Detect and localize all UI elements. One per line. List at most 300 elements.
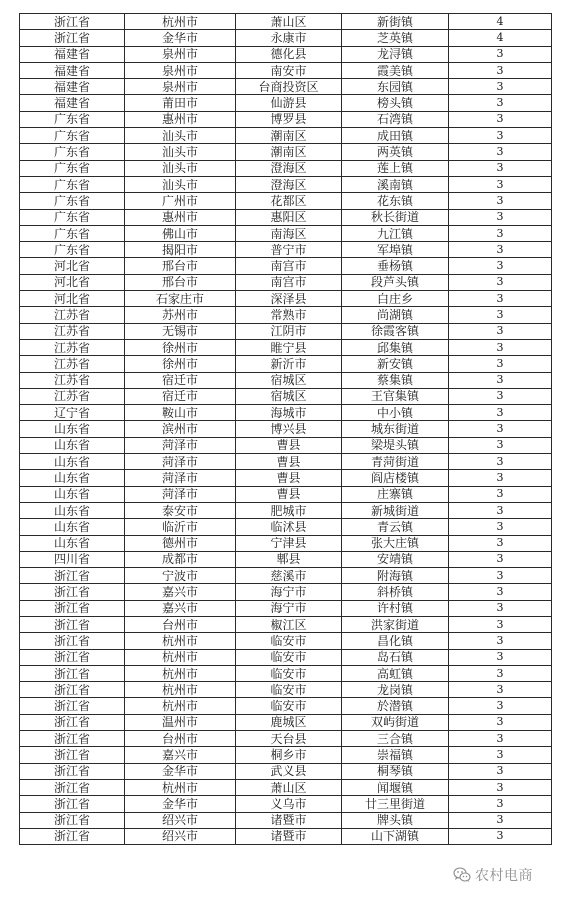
table-row xyxy=(20,600,552,616)
district-cell: 海宁市 xyxy=(236,600,342,616)
city-cell: 揭阳市 xyxy=(125,242,236,258)
district-cell: 海城市 xyxy=(236,405,342,421)
province-cell: 福建省 xyxy=(20,62,125,78)
count-cell: 3 xyxy=(449,763,552,779)
town-cell: 花东镇 xyxy=(342,193,449,209)
town-cell: 新城街道 xyxy=(342,502,449,518)
town-table xyxy=(19,13,552,845)
city-cell: 广州市 xyxy=(125,193,236,209)
city-cell: 佛山市 xyxy=(125,225,236,241)
count-cell: 3 xyxy=(449,682,552,698)
town-cell: 廿三里街道 xyxy=(342,796,449,812)
table-row xyxy=(20,616,552,632)
count-cell: 3 xyxy=(449,176,552,192)
province-cell: 江苏省 xyxy=(20,323,125,339)
province-cell: 山东省 xyxy=(20,502,125,518)
table-row xyxy=(20,502,552,518)
count-cell: 3 xyxy=(449,502,552,518)
table-row xyxy=(20,209,552,225)
district-cell: 潮南区 xyxy=(236,144,342,160)
table-row xyxy=(20,633,552,649)
count-cell: 3 xyxy=(449,568,552,584)
count-cell: 3 xyxy=(449,258,552,274)
table-row xyxy=(20,421,552,437)
count-cell: 3 xyxy=(449,339,552,355)
city-cell: 宿迁市 xyxy=(125,388,236,404)
province-cell: 山东省 xyxy=(20,454,125,470)
table-row xyxy=(20,747,552,763)
province-cell: 江苏省 xyxy=(20,307,125,323)
count-cell: 3 xyxy=(449,111,552,127)
count-cell: 3 xyxy=(449,519,552,535)
town-cell: 莲上镇 xyxy=(342,160,449,176)
province-cell: 河北省 xyxy=(20,291,125,307)
district-cell: 潮南区 xyxy=(236,128,342,144)
town-cell: 王官集镇 xyxy=(342,388,449,404)
table-row xyxy=(20,291,552,307)
province-cell: 山东省 xyxy=(20,486,125,502)
count-cell: 3 xyxy=(449,616,552,632)
table-row xyxy=(20,682,552,698)
table-row xyxy=(20,535,552,551)
table-row xyxy=(20,698,552,714)
province-cell: 浙江省 xyxy=(20,812,125,828)
town-cell: 军埠镇 xyxy=(342,242,449,258)
district-cell: 永康市 xyxy=(236,30,342,46)
city-cell: 成都市 xyxy=(125,551,236,567)
town-cell: 许村镇 xyxy=(342,600,449,616)
province-cell: 山东省 xyxy=(20,519,125,535)
town-cell: 龙浔镇 xyxy=(342,46,449,62)
district-cell: 宁津县 xyxy=(236,535,342,551)
city-cell: 汕头市 xyxy=(125,176,236,192)
count-cell: 3 xyxy=(449,372,552,388)
city-cell: 金华市 xyxy=(125,796,236,812)
count-cell: 3 xyxy=(449,388,552,404)
district-cell: 南海区 xyxy=(236,225,342,241)
wechat-icon xyxy=(453,867,471,883)
province-cell: 辽宁省 xyxy=(20,405,125,421)
count-cell: 3 xyxy=(449,796,552,812)
province-cell: 浙江省 xyxy=(20,14,125,30)
count-cell: 3 xyxy=(449,95,552,111)
table-row xyxy=(20,176,552,192)
town-cell: 龙岗镇 xyxy=(342,682,449,698)
district-cell: 南宫市 xyxy=(236,258,342,274)
town-cell: 榜头镇 xyxy=(342,95,449,111)
district-cell: 临安市 xyxy=(236,698,342,714)
town-cell: 崇福镇 xyxy=(342,747,449,763)
count-cell: 3 xyxy=(449,470,552,486)
table-row xyxy=(20,828,552,844)
table-row xyxy=(20,551,552,567)
district-cell: 南安市 xyxy=(236,62,342,78)
count-cell: 3 xyxy=(449,665,552,681)
table-row xyxy=(20,144,552,160)
district-cell: 萧山区 xyxy=(236,14,342,30)
count-cell: 3 xyxy=(449,747,552,763)
city-cell: 金华市 xyxy=(125,763,236,779)
count-cell: 3 xyxy=(449,62,552,78)
count-cell: 3 xyxy=(449,46,552,62)
province-cell: 河北省 xyxy=(20,258,125,274)
table-row xyxy=(20,665,552,681)
district-cell: 宿城区 xyxy=(236,372,342,388)
district-cell: 临安市 xyxy=(236,682,342,698)
district-cell: 曹县 xyxy=(236,437,342,453)
province-cell: 山东省 xyxy=(20,470,125,486)
watermark-text: 农村电商 xyxy=(475,868,533,884)
province-cell: 江苏省 xyxy=(20,339,125,355)
town-cell: 闻堰镇 xyxy=(342,779,449,795)
district-cell: 肥城市 xyxy=(236,502,342,518)
city-cell: 徐州市 xyxy=(125,339,236,355)
city-cell: 无锡市 xyxy=(125,323,236,339)
town-cell: 垂杨镇 xyxy=(342,258,449,274)
table-row xyxy=(20,225,552,241)
table-row xyxy=(20,14,552,30)
city-cell: 德州市 xyxy=(125,535,236,551)
town-cell: 石湾镇 xyxy=(342,111,449,127)
town-cell: 安靖镇 xyxy=(342,551,449,567)
town-cell: 附海镇 xyxy=(342,568,449,584)
town-cell: 昌化镇 xyxy=(342,633,449,649)
province-cell: 广东省 xyxy=(20,193,125,209)
count-cell: 3 xyxy=(449,291,552,307)
table-row xyxy=(20,274,552,290)
count-cell: 3 xyxy=(449,144,552,160)
city-cell: 绍兴市 xyxy=(125,812,236,828)
table-row xyxy=(20,193,552,209)
district-cell: 德化县 xyxy=(236,46,342,62)
district-cell: 海宁市 xyxy=(236,584,342,600)
table-row xyxy=(20,372,552,388)
province-cell: 浙江省 xyxy=(20,633,125,649)
district-cell: 台商投资区 xyxy=(236,79,342,95)
count-cell: 3 xyxy=(449,79,552,95)
city-cell: 菏泽市 xyxy=(125,470,236,486)
town-cell: 秋长街道 xyxy=(342,209,449,225)
town-table-container xyxy=(19,13,551,845)
town-cell: 邱集镇 xyxy=(342,339,449,355)
town-cell: 牌头镇 xyxy=(342,812,449,828)
table-row xyxy=(20,437,552,453)
town-cell: 九江镇 xyxy=(342,225,449,241)
town-cell: 白庄乡 xyxy=(342,291,449,307)
city-cell: 莆田市 xyxy=(125,95,236,111)
city-cell: 菏泽市 xyxy=(125,454,236,470)
town-cell: 溪南镇 xyxy=(342,176,449,192)
province-cell: 广东省 xyxy=(20,128,125,144)
city-cell: 惠州市 xyxy=(125,209,236,225)
city-cell: 滨州市 xyxy=(125,421,236,437)
town-cell: 张大庄镇 xyxy=(342,535,449,551)
province-cell: 浙江省 xyxy=(20,665,125,681)
district-cell: 常熟市 xyxy=(236,307,342,323)
town-cell: 新安镇 xyxy=(342,356,449,372)
table-row xyxy=(20,731,552,747)
count-cell: 3 xyxy=(449,633,552,649)
district-cell: 澄海区 xyxy=(236,176,342,192)
table-row xyxy=(20,454,552,470)
city-cell: 嘉兴市 xyxy=(125,600,236,616)
city-cell: 汕头市 xyxy=(125,160,236,176)
city-cell: 石家庄市 xyxy=(125,291,236,307)
town-cell: 两英镇 xyxy=(342,144,449,160)
province-cell: 福建省 xyxy=(20,95,125,111)
table-row xyxy=(20,486,552,502)
count-cell: 3 xyxy=(449,225,552,241)
town-cell: 中小镇 xyxy=(342,405,449,421)
city-cell: 杭州市 xyxy=(125,665,236,681)
province-cell: 福建省 xyxy=(20,46,125,62)
count-cell: 3 xyxy=(449,209,552,225)
city-cell: 徐州市 xyxy=(125,356,236,372)
town-cell: 芝英镇 xyxy=(342,30,449,46)
town-cell: 高虹镇 xyxy=(342,665,449,681)
table-row xyxy=(20,339,552,355)
district-cell: 睢宁县 xyxy=(236,339,342,355)
district-cell: 诸暨市 xyxy=(236,812,342,828)
table-row xyxy=(20,30,552,46)
city-cell: 杭州市 xyxy=(125,633,236,649)
district-cell: 博罗县 xyxy=(236,111,342,127)
city-cell: 金华市 xyxy=(125,30,236,46)
town-cell: 徐霞客镇 xyxy=(342,323,449,339)
town-cell: 青菏街道 xyxy=(342,454,449,470)
city-cell: 杭州市 xyxy=(125,649,236,665)
city-cell: 汕头市 xyxy=(125,144,236,160)
district-cell: 澄海区 xyxy=(236,160,342,176)
province-cell: 山东省 xyxy=(20,437,125,453)
town-cell: 洪家街道 xyxy=(342,616,449,632)
count-cell: 3 xyxy=(449,812,552,828)
count-cell: 3 xyxy=(449,160,552,176)
table-row xyxy=(20,160,552,176)
province-cell: 浙江省 xyxy=(20,568,125,584)
city-cell: 台州市 xyxy=(125,731,236,747)
district-cell: 椒江区 xyxy=(236,616,342,632)
province-cell: 四川省 xyxy=(20,551,125,567)
town-cell: 霞美镇 xyxy=(342,62,449,78)
table-row xyxy=(20,763,552,779)
district-cell: 临安市 xyxy=(236,633,342,649)
count-cell: 3 xyxy=(449,486,552,502)
province-cell: 浙江省 xyxy=(20,600,125,616)
district-cell: 鹿城区 xyxy=(236,714,342,730)
table-row xyxy=(20,258,552,274)
table-row xyxy=(20,323,552,339)
table-row xyxy=(20,79,552,95)
count-cell: 3 xyxy=(449,698,552,714)
city-cell: 泉州市 xyxy=(125,46,236,62)
town-cell: 段芦头镇 xyxy=(342,274,449,290)
town-cell: 青云镇 xyxy=(342,519,449,535)
count-cell: 3 xyxy=(449,454,552,470)
province-cell: 广东省 xyxy=(20,242,125,258)
province-cell: 山东省 xyxy=(20,535,125,551)
city-cell: 杭州市 xyxy=(125,14,236,30)
count-cell: 3 xyxy=(449,307,552,323)
table-body xyxy=(20,14,552,845)
province-cell: 广东省 xyxy=(20,225,125,241)
count-cell: 3 xyxy=(449,242,552,258)
district-cell: 仙游县 xyxy=(236,95,342,111)
province-cell: 江苏省 xyxy=(20,388,125,404)
town-cell: 成田镇 xyxy=(342,128,449,144)
province-cell: 浙江省 xyxy=(20,796,125,812)
table-row xyxy=(20,405,552,421)
count-cell: 3 xyxy=(449,437,552,453)
district-cell: 普宁市 xyxy=(236,242,342,258)
count-cell: 3 xyxy=(449,323,552,339)
district-cell: 临安市 xyxy=(236,665,342,681)
count-cell: 3 xyxy=(449,828,552,844)
district-cell: 临沭县 xyxy=(236,519,342,535)
count-cell: 3 xyxy=(449,535,552,551)
count-cell: 3 xyxy=(449,714,552,730)
district-cell: 曹县 xyxy=(236,486,342,502)
city-cell: 宁波市 xyxy=(125,568,236,584)
count-cell: 4 xyxy=(449,30,552,46)
table-row xyxy=(20,242,552,258)
table-row xyxy=(20,519,552,535)
count-cell: 3 xyxy=(449,731,552,747)
town-cell: 尚湖镇 xyxy=(342,307,449,323)
city-cell: 宿迁市 xyxy=(125,372,236,388)
province-cell: 浙江省 xyxy=(20,731,125,747)
province-cell: 浙江省 xyxy=(20,779,125,795)
city-cell: 泰安市 xyxy=(125,502,236,518)
town-cell: 山下湖镇 xyxy=(342,828,449,844)
table-row xyxy=(20,356,552,372)
town-cell: 新街镇 xyxy=(342,14,449,30)
city-cell: 台州市 xyxy=(125,616,236,632)
district-cell: 博兴县 xyxy=(236,421,342,437)
district-cell: 临安市 xyxy=(236,649,342,665)
province-cell: 江苏省 xyxy=(20,372,125,388)
table-row xyxy=(20,812,552,828)
count-cell: 3 xyxy=(449,128,552,144)
town-cell: 双屿街道 xyxy=(342,714,449,730)
province-cell: 浙江省 xyxy=(20,747,125,763)
city-cell: 温州市 xyxy=(125,714,236,730)
town-cell: 蔡集镇 xyxy=(342,372,449,388)
table-row xyxy=(20,388,552,404)
city-cell: 泉州市 xyxy=(125,79,236,95)
table-row xyxy=(20,470,552,486)
count-cell: 3 xyxy=(449,274,552,290)
district-cell: 新沂市 xyxy=(236,356,342,372)
province-cell: 广东省 xyxy=(20,111,125,127)
table-row xyxy=(20,649,552,665)
province-cell: 福建省 xyxy=(20,79,125,95)
city-cell: 菏泽市 xyxy=(125,486,236,502)
town-cell: 斜桥镇 xyxy=(342,584,449,600)
table-row xyxy=(20,568,552,584)
count-cell: 3 xyxy=(449,405,552,421)
table-row xyxy=(20,62,552,78)
count-cell: 3 xyxy=(449,193,552,209)
district-cell: 曹县 xyxy=(236,454,342,470)
table-row xyxy=(20,46,552,62)
district-cell: 武义县 xyxy=(236,763,342,779)
table-row xyxy=(20,128,552,144)
district-cell: 惠阳区 xyxy=(236,209,342,225)
town-cell: 梁堤头镇 xyxy=(342,437,449,453)
city-cell: 苏州市 xyxy=(125,307,236,323)
province-cell: 山东省 xyxy=(20,421,125,437)
province-cell: 浙江省 xyxy=(20,828,125,844)
count-cell: 3 xyxy=(449,600,552,616)
district-cell: 花都区 xyxy=(236,193,342,209)
town-cell: 庄寨镇 xyxy=(342,486,449,502)
town-cell: 东园镇 xyxy=(342,79,449,95)
district-cell: 南宫市 xyxy=(236,274,342,290)
watermark xyxy=(453,865,533,885)
district-cell: 萧山区 xyxy=(236,779,342,795)
table-row xyxy=(20,95,552,111)
city-cell: 惠州市 xyxy=(125,111,236,127)
province-cell: 浙江省 xyxy=(20,682,125,698)
city-cell: 鞍山市 xyxy=(125,405,236,421)
city-cell: 邢台市 xyxy=(125,274,236,290)
count-cell: 3 xyxy=(449,649,552,665)
district-cell: 宿城区 xyxy=(236,388,342,404)
city-cell: 菏泽市 xyxy=(125,437,236,453)
table-row xyxy=(20,584,552,600)
town-cell: 城东街道 xyxy=(342,421,449,437)
city-cell: 嘉兴市 xyxy=(125,584,236,600)
count-cell: 3 xyxy=(449,779,552,795)
city-cell: 临沂市 xyxy=(125,519,236,535)
town-cell: 於潜镇 xyxy=(342,698,449,714)
city-cell: 杭州市 xyxy=(125,698,236,714)
district-cell: 深泽县 xyxy=(236,291,342,307)
table-row xyxy=(20,111,552,127)
count-cell: 3 xyxy=(449,584,552,600)
count-cell: 3 xyxy=(449,551,552,567)
table-row xyxy=(20,796,552,812)
district-cell: 慈溪市 xyxy=(236,568,342,584)
count-cell: 3 xyxy=(449,421,552,437)
town-cell: 三合镇 xyxy=(342,731,449,747)
city-cell: 泉州市 xyxy=(125,62,236,78)
province-cell: 浙江省 xyxy=(20,698,125,714)
district-cell: 江阴市 xyxy=(236,323,342,339)
table-row xyxy=(20,714,552,730)
province-cell: 浙江省 xyxy=(20,584,125,600)
town-cell: 阎店楼镇 xyxy=(342,470,449,486)
city-cell: 杭州市 xyxy=(125,779,236,795)
district-cell: 义乌市 xyxy=(236,796,342,812)
count-cell: 3 xyxy=(449,356,552,372)
city-cell: 邢台市 xyxy=(125,258,236,274)
town-cell: 岛石镇 xyxy=(342,649,449,665)
province-cell: 浙江省 xyxy=(20,763,125,779)
province-cell: 浙江省 xyxy=(20,649,125,665)
province-cell: 浙江省 xyxy=(20,30,125,46)
district-cell: 桐乡市 xyxy=(236,747,342,763)
city-cell: 杭州市 xyxy=(125,682,236,698)
count-cell: 4 xyxy=(449,14,552,30)
city-cell: 绍兴市 xyxy=(125,828,236,844)
province-cell: 广东省 xyxy=(20,144,125,160)
province-cell: 浙江省 xyxy=(20,616,125,632)
province-cell: 广东省 xyxy=(20,176,125,192)
province-cell: 广东省 xyxy=(20,160,125,176)
province-cell: 河北省 xyxy=(20,274,125,290)
